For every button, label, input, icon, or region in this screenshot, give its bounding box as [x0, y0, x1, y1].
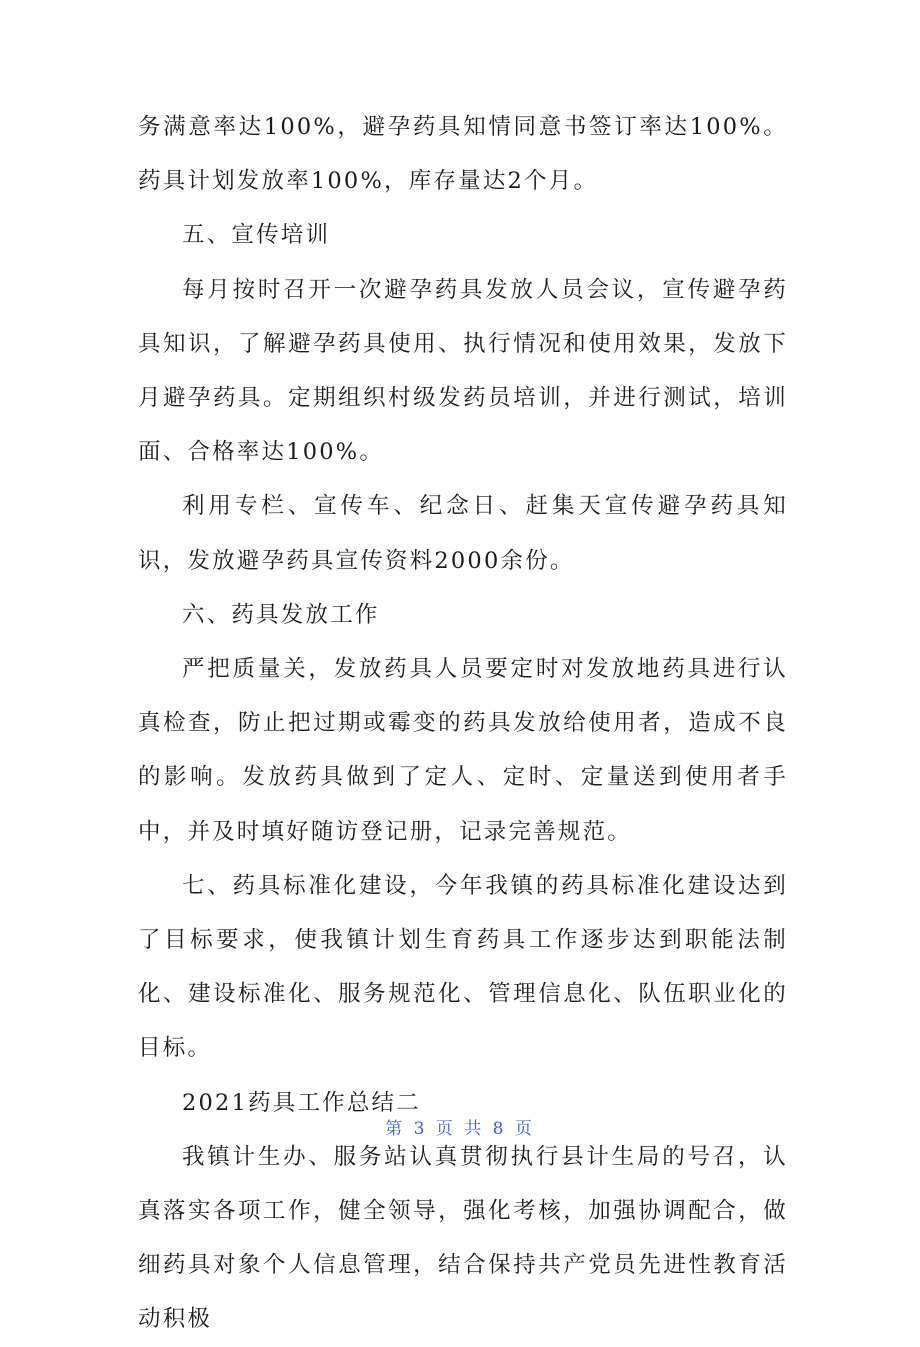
- section-heading-distribution: 六、药具发放工作: [182, 601, 380, 628]
- paragraph-3: 利用专栏、宣传车、纪念日、赶集天宣传避孕药具知识，发放避孕药具宣传资料2000余份。: [138, 493, 788, 574]
- paragraph-4: 严把质量关，发放药具人员要定时对发放地药具进行认真检查，防止把过期或霉变的药具发放给使用者，造成不良的影响。发放药具做到了定人、定时、定量送到使用者手中，并及时填好随访登记册，记录完善规范。: [138, 656, 788, 845]
- paragraph-2: 每月按时召开一次避孕药具发放人员会议，宣传避孕药具知识，了解避孕药具使用、执行情况和使用效果，发放下月避孕药具。定期组织村级发药员培训，并进行测试，培训面、合格率达100%。: [138, 276, 788, 466]
- paragraph-6: 我镇计生办、服务站认真贯彻执行县计生局的号召，认真落实各项工作，健全领导，强化考核，加强协调配合，做细药具对象个人信息管理，结合保持共产党员先进性教育活动积极: [138, 1143, 788, 1333]
- page-number-footer: 第 3 页 共 8 页: [385, 1119, 535, 1139]
- paragraph-5: 七、药具标准化建设，今年我镇的药具标准化建设达到了目标要求，使我镇计划生育药具工作逐步达到职能法制化、建设标准化、服务规范化、管理信息化、队伍职业化的目标。: [138, 872, 788, 1062]
- section-heading-summary-two: 2021药具工作总结二: [182, 1089, 421, 1116]
- section-heading-publicity-training: 五、宣传培训: [182, 222, 331, 249]
- document-body: [138, 100, 788, 1347]
- paragraph-1: 务满意率达100%，避孕药具知情同意书签订率达100%。药具计划发放率100%，库存量达2个月。: [138, 114, 788, 195]
